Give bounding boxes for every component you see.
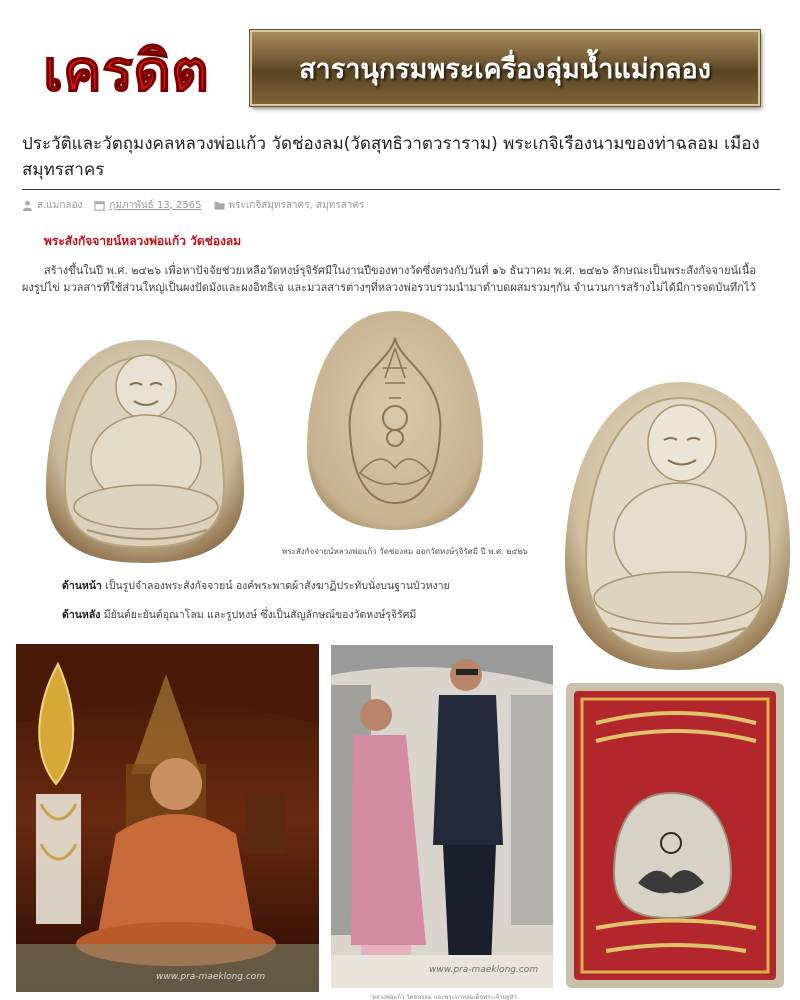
logo-text: เครดิต	[43, 39, 209, 104]
section-heading: พระสังกัจจายน์หลวงพ่อแก้ว วัดช่องลม	[44, 234, 242, 248]
post-date[interactable]: กุมภาพันธ์ 13, 2565	[109, 199, 202, 211]
site-banner[interactable]	[250, 30, 760, 106]
amulet-front-angle-image	[560, 378, 795, 673]
back-label: ด้านหลัง	[62, 609, 101, 621]
monk-temple-photo	[16, 644, 319, 992]
front-text: เป็นรูปจำลองพระสังกัจจายน์ องค์พระพาดผ้าสังฆาฏิประทับนั่งบนฐานบัวหงาย	[101, 580, 450, 592]
photo-bottom-caption: หลวงพ่อแก้ว วัดช่องลม และพระบาทสมเด็จพระเจ้าอยู่หัว	[372, 994, 517, 1000]
folder-icon	[214, 200, 225, 211]
front-description	[62, 577, 450, 594]
amulet-back-image	[305, 308, 485, 533]
user-icon	[22, 200, 33, 211]
site-logo[interactable]	[40, 28, 212, 106]
photo-watermark-1: www.pra-maeklong.com	[156, 972, 266, 982]
banner-title: สารานุกรมพระเครื่องลุ่มน้ำแม่กลอง	[299, 53, 711, 85]
back-text: มียันต์ยะยันต์อุณาโลม และรูปหงษ์ ซึ่งเป็นสัญลักษณ์ของวัดหงษ์รุจิรัศมี	[100, 609, 417, 621]
calendar-icon	[94, 200, 105, 211]
post-author[interactable]: ส.แม่กลอง	[37, 199, 83, 211]
front-label: ด้านหน้า	[62, 580, 102, 592]
photo-watermark-2: www.pra-maeklong.com	[429, 965, 539, 975]
monk-king-photo	[331, 645, 553, 988]
title-divider	[22, 189, 780, 190]
boxed-amulet-photo	[566, 683, 784, 988]
post-title: ประวัติและวัตถุมงคลหลวงพ่อแก้ว วัดช่องลม(วัดสุทธิวาตวราราม) พระเกจิเรืองนามของท่าฉลอม เมืองสมุทรสาคร	[22, 134, 760, 180]
amulet-front-image	[42, 335, 247, 565]
intro-paragraph: สร้างขึ้นในปี พ.ศ. ๒๔๒๖ เพื่อหาปัจจัยช่วยเหลือวัดหงษ์รุจิรัศมีในงานปีของทางวัดซึ่งตรงกับวันที่ ๑๖ ธันวาคม พ.ศ. ๒๔๒๖ ลักษณะเป็นพระสังกัจจายน์เนื้อผงรูปไข่ มวลสารที่ใช้ส่วนใหญ่เป็นผงปัดมังและผงอิทธิเจ และมวลสารต่างๆที่หลวงพ่อรวบรวมนำมาตำบดผสมรวมๆกัน จำนวนการสร้างไม่ได้มีการจดบันทึกไว้	[22, 264, 756, 294]
post-meta	[22, 197, 376, 213]
back-description	[62, 606, 416, 623]
amulet-image-caption: พระสังกัจจายน์หลวงพ่อแก้ว วัดช่องลม ออกวัดหงษ์รุจิรัศมี ปี พ.ศ. ๒๔๒๖	[282, 547, 528, 556]
post-categories[interactable]: พระเกจิสมุทรสาคร, สมุทรสาคร	[228, 199, 365, 211]
